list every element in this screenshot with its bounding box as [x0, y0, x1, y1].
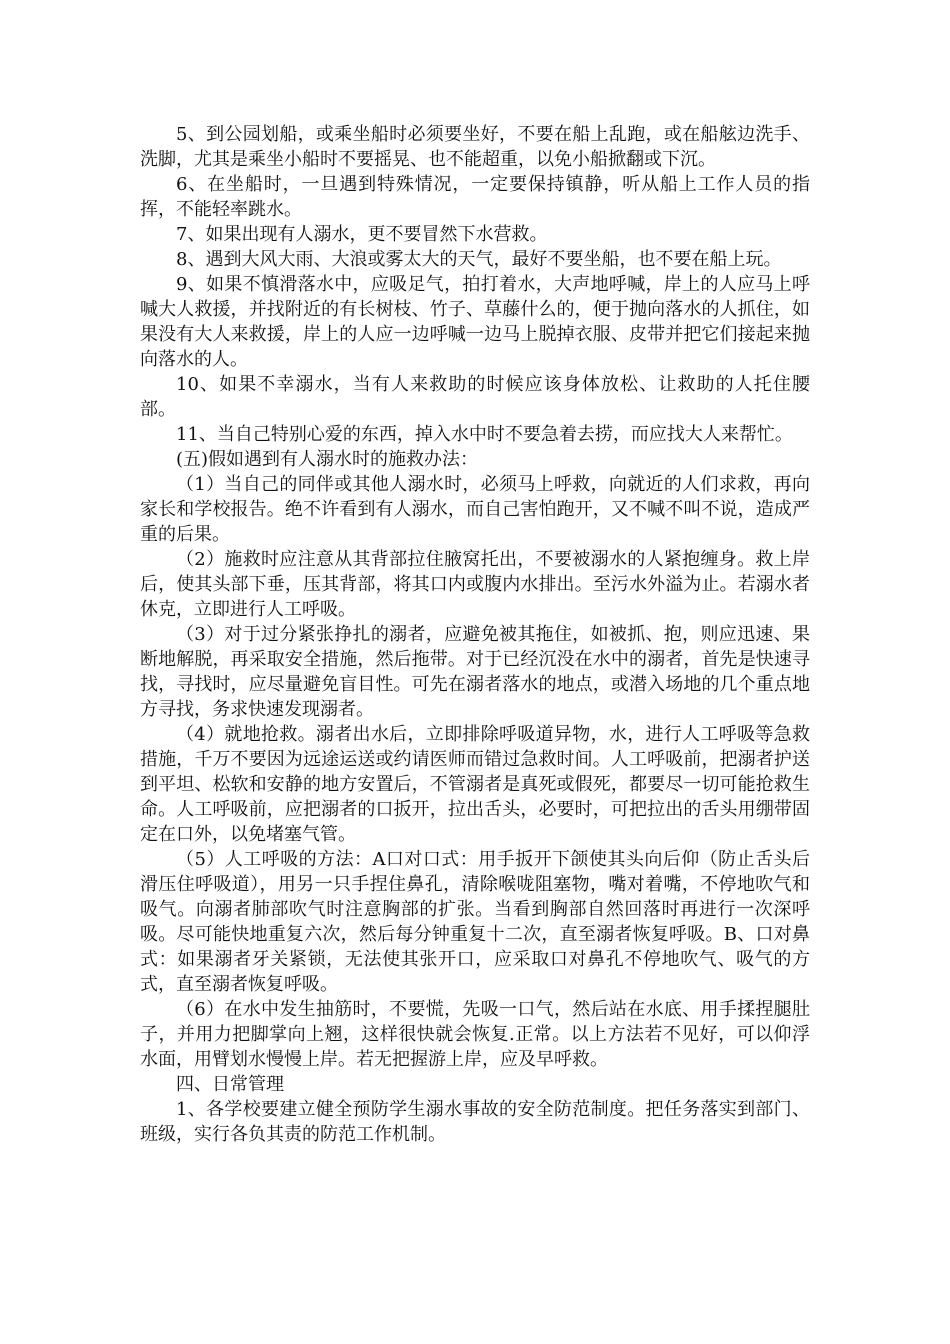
paragraph-item-7: 7、如果出现有人溺水，更不要冒然下水营救。: [176, 224, 548, 245]
document-body: [140, 122, 810, 1147]
paragraph-item-9: 9、如果不慎滑落水中，应吸足气，拍打着水，大声地呼喊，岸上的人应马上呼喊大人救援，并找附近的有长树枝、竹子、草藤什么的，便于抛向落水的人抓住，如果没有大人来救援，岸上的人应一边呼喊一边马上脱掉衣服、皮带并把它们接起来抛向落水的人。: [140, 274, 810, 370]
paragraph-item-6: 6、在坐船时，一旦遇到特殊情况，一定要保持镇静，听从船上工作人员的指挥，不能轻率跳水。: [140, 174, 810, 220]
rescue-step-6: （6）在水中发生抽筋时，不要慌，先吸一口气，然后站在水底、用手揉捏腿肚子，并用力把脚掌向上翘，这样很快就会恢复.正常。以上方法若不见好，可以仰浮水面，用臂划水慢慢上岸。若无把握游上岸，应及早呼救。: [140, 999, 810, 1070]
daily-item-1: 1、各学校要建立健全预防学生溺水事故的安全防范制度。把任务落实到部门、班级，实行各负其责的防范工作机制。: [140, 1099, 810, 1145]
rescue-step-1: （1）当自己的同伴或其他人溺水时，必须马上呼救，向就近的人们求救，再向家长和学校报告。绝不许看到有人溺水，而自己害怕跑开，又不喊不叫不说，造成严重的后果。: [140, 474, 810, 545]
rescue-step-5: （5）人工呼吸的方法：A口对口式：用手扳开下颌使其头向后仰（防止舌头后滑压住呼吸道），用另一只手捏住鼻孔，清除喉咙阻塞物，嘴对着嘴，不停地吹气和吸气。向溺者肺部吹气时注意胸部的扩张。当看到胸部自然回落时再进行一次深呼吸。尽可能快地重复六次，然后每分钟重复十二次，直至溺者恢复呼吸。B、口对鼻式：如果溺者牙关紧锁，无法使其张开口，应采取口对鼻孔不停地吹气、吸气的方式，直至溺者恢复呼吸。: [140, 849, 810, 995]
section-heading-rescue: (五)假如遇到有人溺水时的施救办法：: [176, 449, 479, 470]
rescue-step-2: （2）施救时应注意从其背部拉住腋窝托出，不要被溺水的人紧抱缠身。救上岸后，使其头部下垂，压其背部，将其口内或腹内水排出。至污水外溢为止。若溺水者休克，立即进行人工呼吸。: [140, 549, 810, 620]
paragraph-item-11: 11、当自己特别心爱的东西，掉入水中时不要急着去捞，而应找大人来帮忙。: [176, 424, 793, 445]
section-heading-daily: 四、日常管理: [176, 1074, 284, 1095]
rescue-step-3: （3）对于过分紧张挣扎的溺者，应避免被其拖住，如被抓、抱，则应迅速、果断地解脱，再采取安全措施，然后拖带。对于已经沉没在水中的溺者，首先是快速寻找，寻找时，应尽量避免盲目性。可先在溺者落水的地点，或潜入场地的几个重点地方寻找，务求快速发现溺者。: [140, 624, 810, 720]
paragraph-item-5: 5、到公园划船，或乘坐船时必须要坐好，不要在船上乱跑，或在船舷边洗手、洗脚，尤其是乘坐小船时不要摇晃、也不能超重，以免小船掀翻或下沉。: [140, 124, 810, 170]
paragraph-item-8: 8、遇到大风大雨、大浪或雾太大的天气，最好不要坐船，也不要在船上玩。: [176, 249, 782, 270]
rescue-step-4: （4）就地抢救。溺者出水后，立即排除呼吸道异物，水，进行人工呼吸等急救措施，千万不要因为远途运送或约请医师而错过急救时间。人工呼吸前，把溺者护送到平坦、松软和安静的地方安置后，不管溺者是真死或假死，都要尽一切可能抢救生命。人工呼吸前，应把溺者的口扳开，拉出舌头，必要时，可把拉出的舌头用绷带固定在口外，以免堵塞气管。: [140, 724, 810, 845]
paragraph-item-10: 10、如果不幸溺水，当有人来救助的时候应该身体放松、让救助的人托住腰部。: [140, 374, 810, 420]
